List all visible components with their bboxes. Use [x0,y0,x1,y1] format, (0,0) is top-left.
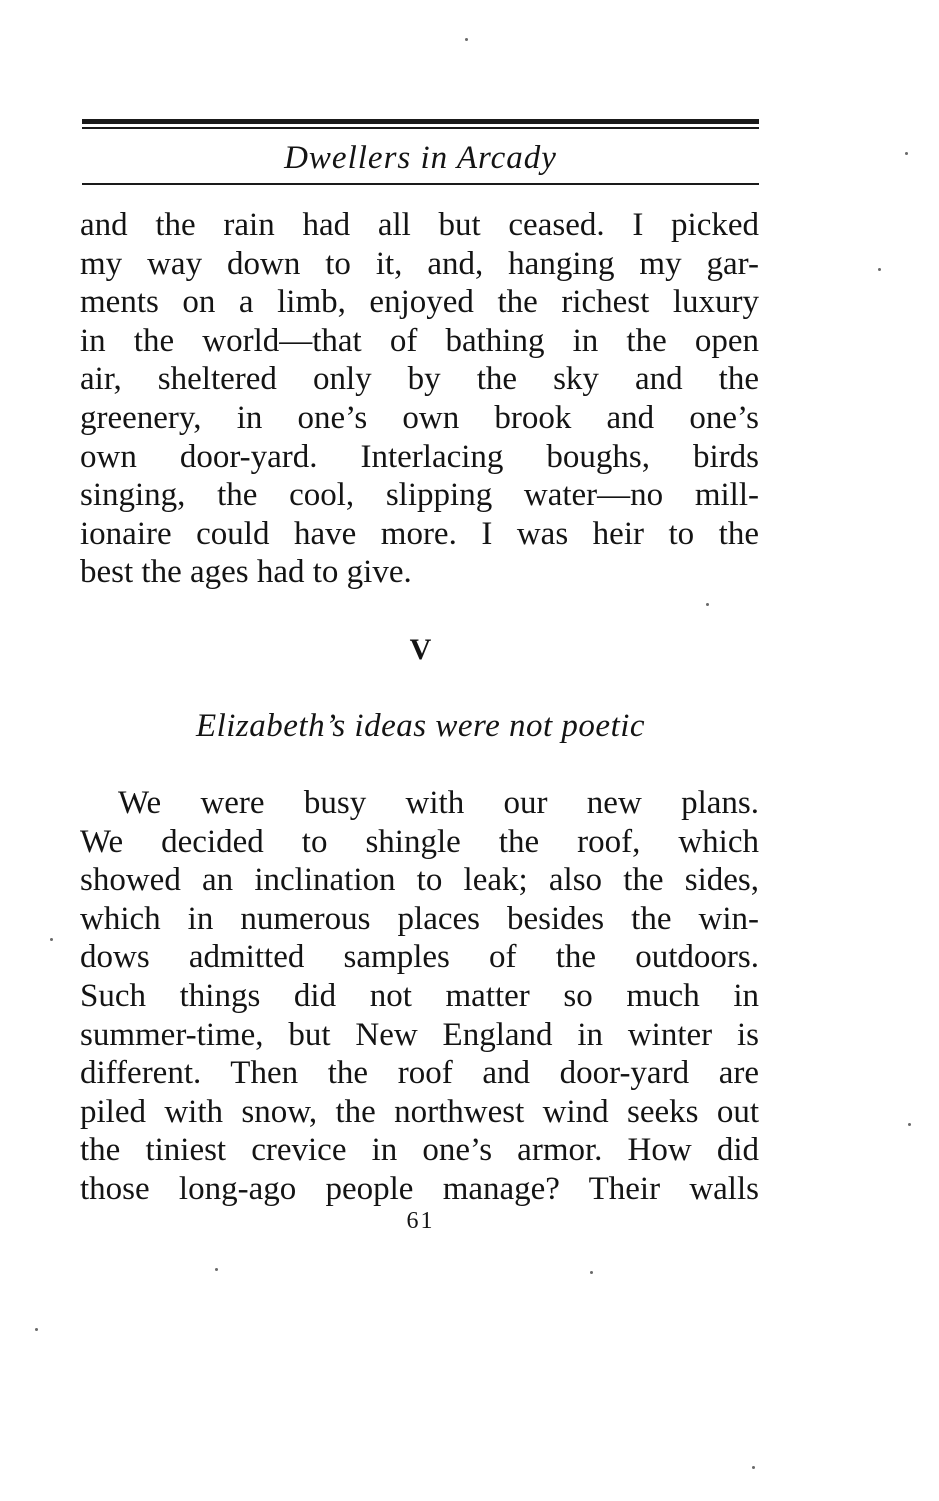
text-line: my way down to it, and, hanging my gar- [80,245,759,282]
text-line: own door-yard. Interlacing boughs, birds [80,438,759,475]
text-line: the tiniest crevice in one’s armor. How did [80,1132,759,1169]
text-line: singing, the cool, slipping water—no mill- [80,477,759,514]
text-line: ments on a limb, enjoyed the richest luxury [80,284,759,321]
scan-speck [215,1268,218,1271]
text-line: piled with snow, the northwest wind seeks out [80,1093,759,1130]
scan-speck [908,1123,911,1126]
text-line: those long-ago people manage? Their walls [80,1170,759,1207]
text-line: which in numerous places besides the win- [80,900,759,937]
header-rule-second [82,127,759,129]
text-line: showed an inclination to leak; also the sides, [80,862,759,899]
text-line: different. Then the roof and door-yard are [80,1055,759,1092]
scan-speck [706,603,709,606]
section-title: Elizabeth’s ideas were not poetic [195,708,646,744]
scan-speck [905,152,908,155]
text-line: best the ages had to give. [80,554,412,591]
text-line: We were busy with our new plans. [118,785,759,821]
page-number: 61 [406,1208,435,1234]
scan-speck [35,1328,38,1331]
section-number: V [409,633,432,666]
text-line: and the rain had all but ceased. I picked [80,207,759,243]
scan-speck [752,1466,755,1469]
text-line: air, sheltered only by the sky and the [80,361,759,398]
text-line: ionaire could have more. I was heir to the [80,515,759,552]
scan-speck [50,938,53,941]
paragraph-continued [80,206,759,592]
text-line: We decided to shingle the roof, which [80,823,759,860]
running-head-title: Dwellers in Arcady [284,140,557,176]
text-line: dows admitted samples of the outdoors. [80,939,759,976]
scan-speck [465,38,468,41]
header-rule-top [82,119,759,124]
paragraph-section-body [80,784,759,1209]
text-line: Such things did not matter so much in [80,977,759,1014]
text-line: in the world—that of bathing in the open [80,322,759,359]
scan-speck [878,268,881,271]
header-rule-bottom [82,183,759,185]
text-line: summer-time, but New England in winter is [80,1016,759,1053]
scan-speck [590,1271,593,1274]
text-line: greenery, in one’s own brook and one’s [80,399,759,436]
